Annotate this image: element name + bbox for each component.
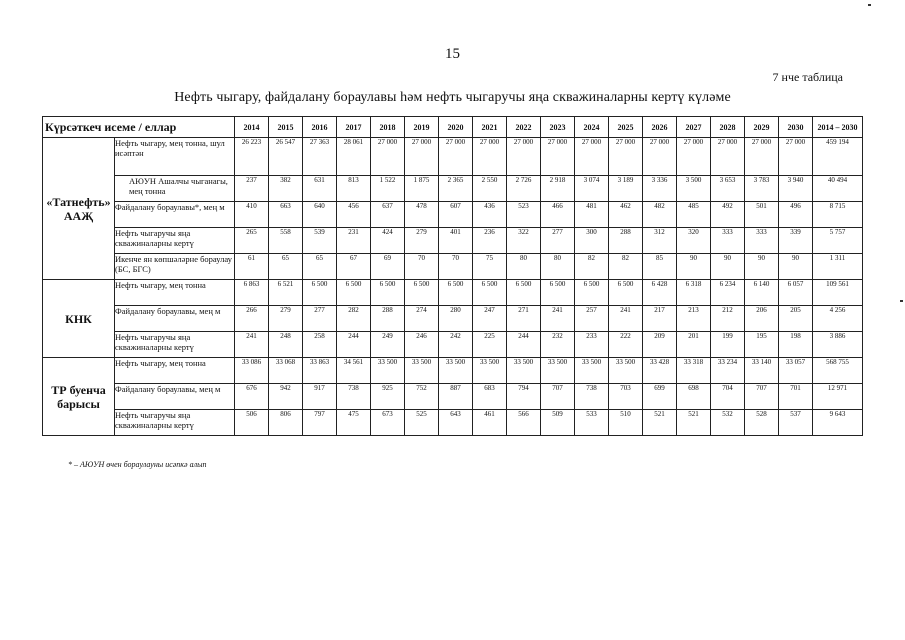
value-cell: 27 000 [473,138,507,176]
value-cell: 6 500 [609,280,643,306]
value-cell: 631 [303,176,337,202]
value-cell: 33 500 [405,358,439,384]
edge-mark [868,4,871,6]
value-cell: 925 [371,384,405,410]
value-cell: 320 [677,228,711,254]
value-cell: 6 500 [507,280,541,306]
value-cell: 236 [473,228,507,254]
value-cell: 82 [575,254,609,280]
value-cell: 27 000 [711,138,745,176]
value-cell: 683 [473,384,507,410]
value-cell: 225 [473,332,507,358]
value-cell: 69 [371,254,405,280]
group-name: КНК [43,280,115,358]
table-row [43,202,863,228]
year-header: 2021 [473,117,507,138]
header-row [43,117,863,138]
indicator-label: Нефть чыгаручы яңа скважиналарны кертү [115,228,235,254]
value-cell: 246 [405,332,439,358]
value-cell: 274 [405,306,439,332]
year-header: 2024 [575,117,609,138]
value-cell: 288 [609,228,643,254]
value-cell: 462 [609,202,643,228]
year-header: 2019 [405,117,439,138]
total-cell: 1 311 [813,254,863,280]
indicator-label: Файдалану бораулавы*, мең м [115,202,235,228]
table-row [43,254,863,280]
value-cell: 28 061 [337,138,371,176]
total-cell: 459 194 [813,138,863,176]
year-header: 2028 [711,117,745,138]
value-cell: 333 [711,228,745,254]
value-cell: 6 318 [677,280,711,306]
value-cell: 663 [269,202,303,228]
value-cell: 232 [541,332,575,358]
value-cell: 6 500 [439,280,473,306]
value-cell: 2 550 [473,176,507,202]
value-cell: 339 [779,228,813,254]
value-cell: 738 [575,384,609,410]
value-cell: 70 [439,254,473,280]
value-cell: 506 [235,410,269,436]
value-cell: 222 [609,332,643,358]
value-cell: 82 [609,254,643,280]
value-cell: 707 [541,384,575,410]
value-cell: 456 [337,202,371,228]
value-cell: 209 [643,332,677,358]
value-cell: 241 [235,332,269,358]
value-cell: 3 500 [677,176,711,202]
value-cell: 942 [269,384,303,410]
total-header: 2014 – 2030 [813,117,863,138]
value-cell: 539 [303,228,337,254]
value-cell: 33 140 [745,358,779,384]
value-cell: 6 521 [269,280,303,306]
value-cell: 1 522 [371,176,405,202]
value-cell: 532 [711,410,745,436]
value-cell: 6 500 [371,280,405,306]
production-table [42,116,863,436]
value-cell: 27 000 [371,138,405,176]
value-cell: 461 [473,410,507,436]
value-cell: 33 057 [779,358,813,384]
value-cell: 85 [643,254,677,280]
value-cell: 33 318 [677,358,711,384]
value-cell: 90 [745,254,779,280]
value-cell: 887 [439,384,473,410]
value-cell: 241 [541,306,575,332]
value-cell: 27 000 [507,138,541,176]
total-cell: 40 494 [813,176,863,202]
table-row [43,228,863,254]
value-cell: 34 561 [337,358,371,384]
value-cell: 67 [337,254,371,280]
value-cell: 248 [269,332,303,358]
value-cell: 3 189 [609,176,643,202]
value-cell: 492 [711,202,745,228]
value-cell: 806 [269,410,303,436]
total-cell: 12 971 [813,384,863,410]
value-cell: 205 [779,306,813,332]
year-header: 2016 [303,117,337,138]
year-header: 2029 [745,117,779,138]
value-cell: 528 [745,410,779,436]
value-cell: 33 086 [235,358,269,384]
value-cell: 279 [269,306,303,332]
value-cell: 917 [303,384,337,410]
value-cell: 217 [643,306,677,332]
year-header: 2014 [235,117,269,138]
value-cell: 27 000 [541,138,575,176]
value-cell: 33 234 [711,358,745,384]
indicator-label: Нефть чыгаручы яңа скважиналарны кертү [115,332,235,358]
value-cell: 501 [745,202,779,228]
value-cell: 698 [677,384,711,410]
value-cell: 401 [439,228,473,254]
value-cell: 280 [439,306,473,332]
value-cell: 277 [303,306,337,332]
value-cell: 6 863 [235,280,269,306]
value-cell: 510 [609,410,643,436]
footnote: * – АЮУН өчен бораулауны исәпкә алып [68,460,207,469]
value-cell: 233 [575,332,609,358]
value-cell: 2 726 [507,176,541,202]
value-cell: 485 [677,202,711,228]
table-row [43,410,863,436]
year-header: 2023 [541,117,575,138]
value-cell: 244 [337,332,371,358]
indicator-label: Нефть чыгару, мең тонна [115,280,235,306]
value-cell: 2 365 [439,176,473,202]
value-cell: 704 [711,384,745,410]
value-cell: 673 [371,410,405,436]
table-row [43,176,863,202]
value-cell: 6 500 [337,280,371,306]
value-cell: 521 [677,410,711,436]
value-cell: 26 547 [269,138,303,176]
indicator-label: Нефть чыгару, мең тонна [115,358,235,384]
value-cell: 813 [337,176,371,202]
indicator-label: Нефть чыгаручы яңа скважиналарны кертү [115,410,235,436]
value-cell: 27 363 [303,138,337,176]
value-cell: 33 068 [269,358,303,384]
indicator-label: АЮУН Ашалчы чыганагы, мең тонна [115,176,235,202]
year-header: 2022 [507,117,541,138]
value-cell: 481 [575,202,609,228]
value-cell: 6 500 [473,280,507,306]
value-cell: 797 [303,410,337,436]
value-cell: 424 [371,228,405,254]
value-cell: 195 [745,332,779,358]
value-cell: 65 [303,254,337,280]
page-number: 15 [445,46,460,62]
value-cell: 640 [303,202,337,228]
value-cell: 244 [507,332,541,358]
table-row [43,358,863,384]
value-cell: 249 [371,332,405,358]
value-cell: 482 [643,202,677,228]
value-cell: 33 428 [643,358,677,384]
year-header: 2020 [439,117,473,138]
value-cell: 201 [677,332,711,358]
value-cell: 241 [609,306,643,332]
value-cell: 247 [473,306,507,332]
value-cell: 6 140 [745,280,779,306]
table-body [43,138,863,436]
value-cell: 6 500 [405,280,439,306]
table-number: 7 нче таблица [772,70,843,84]
table-row [43,332,863,358]
total-cell: 5 757 [813,228,863,254]
value-cell: 33 500 [473,358,507,384]
value-cell: 312 [643,228,677,254]
year-header: 2017 [337,117,371,138]
value-cell: 6 500 [575,280,609,306]
value-cell: 794 [507,384,541,410]
value-cell: 566 [507,410,541,436]
total-cell: 568 755 [813,358,863,384]
value-cell: 26 223 [235,138,269,176]
year-header: 2018 [371,117,405,138]
value-cell: 258 [303,332,337,358]
total-cell: 4 256 [813,306,863,332]
indicator-label: Нефть чыгару, мең тонна, шул исәптән [115,138,235,176]
value-cell: 478 [405,202,439,228]
value-cell: 282 [337,306,371,332]
value-cell: 198 [779,332,813,358]
value-cell: 322 [507,228,541,254]
value-cell: 27 000 [643,138,677,176]
value-cell: 27 000 [745,138,779,176]
value-cell: 6 500 [541,280,575,306]
total-cell: 9 643 [813,410,863,436]
year-header: 2015 [269,117,303,138]
value-cell: 27 000 [609,138,643,176]
table-row [43,384,863,410]
value-cell: 738 [337,384,371,410]
value-cell: 257 [575,306,609,332]
value-cell: 752 [405,384,439,410]
value-cell: 333 [745,228,779,254]
year-header: 2026 [643,117,677,138]
value-cell: 242 [439,332,473,358]
group-name: «Татнефть» ААҖ [43,138,115,280]
value-cell: 6 428 [643,280,677,306]
value-cell: 80 [541,254,575,280]
table-row [43,280,863,306]
value-cell: 61 [235,254,269,280]
value-cell: 537 [779,410,813,436]
value-cell: 33 500 [507,358,541,384]
table-row [43,306,863,332]
value-cell: 80 [507,254,541,280]
value-cell: 300 [575,228,609,254]
value-cell: 271 [507,306,541,332]
value-cell: 509 [541,410,575,436]
value-cell: 637 [371,202,405,228]
value-cell: 277 [541,228,575,254]
edge-mark [900,300,903,302]
value-cell: 206 [745,306,779,332]
value-cell: 33 500 [439,358,473,384]
value-cell: 533 [575,410,609,436]
value-cell: 3 074 [575,176,609,202]
value-cell: 382 [269,176,303,202]
value-cell: 33 500 [541,358,575,384]
value-cell: 410 [235,202,269,228]
year-header: 2030 [779,117,813,138]
value-cell: 75 [473,254,507,280]
value-cell: 6 500 [303,280,337,306]
value-cell: 496 [779,202,813,228]
value-cell: 27 000 [677,138,711,176]
value-cell: 2 918 [541,176,575,202]
value-cell: 90 [677,254,711,280]
value-cell: 466 [541,202,575,228]
year-header: 2027 [677,117,711,138]
value-cell: 288 [371,306,405,332]
value-cell: 436 [473,202,507,228]
value-cell: 199 [711,332,745,358]
indicator-label: Файдалану бораулавы, мең м [115,384,235,410]
value-cell: 90 [711,254,745,280]
indicator-label: Икенче ян көпшәләрне бораулау (БС, БГС) [115,254,235,280]
value-cell: 279 [405,228,439,254]
value-cell: 265 [235,228,269,254]
value-cell: 27 000 [575,138,609,176]
value-cell: 213 [677,306,711,332]
total-cell: 3 886 [813,332,863,358]
indicator-header: Күрсәткеч исеме / еллар [43,117,235,138]
value-cell: 3 783 [745,176,779,202]
value-cell: 65 [269,254,303,280]
total-cell: 109 561 [813,280,863,306]
value-cell: 237 [235,176,269,202]
value-cell: 266 [235,306,269,332]
group-name: ТР буенча барысы [43,358,115,436]
value-cell: 3 940 [779,176,813,202]
value-cell: 701 [779,384,813,410]
value-cell: 27 000 [779,138,813,176]
value-cell: 607 [439,202,473,228]
indicator-label: Файдалану бораулавы, мең м [115,306,235,332]
value-cell: 33 500 [575,358,609,384]
value-cell: 703 [609,384,643,410]
year-header: 2025 [609,117,643,138]
value-cell: 475 [337,410,371,436]
value-cell: 6 057 [779,280,813,306]
value-cell: 643 [439,410,473,436]
value-cell: 27 000 [405,138,439,176]
value-cell: 3 653 [711,176,745,202]
table-title: Нефть чыгару, файдалану бораулавы һәм нефть чыгаручы яңа скважиналарны кертү күләме [174,90,731,105]
value-cell: 707 [745,384,779,410]
table-row [43,138,863,176]
value-cell: 27 000 [439,138,473,176]
value-cell: 33 500 [609,358,643,384]
value-cell: 33 863 [303,358,337,384]
value-cell: 676 [235,384,269,410]
value-cell: 90 [779,254,813,280]
value-cell: 6 234 [711,280,745,306]
value-cell: 525 [405,410,439,436]
value-cell: 231 [337,228,371,254]
value-cell: 33 500 [371,358,405,384]
value-cell: 212 [711,306,745,332]
value-cell: 3 336 [643,176,677,202]
value-cell: 1 875 [405,176,439,202]
value-cell: 558 [269,228,303,254]
value-cell: 523 [507,202,541,228]
value-cell: 70 [405,254,439,280]
total-cell: 8 715 [813,202,863,228]
value-cell: 521 [643,410,677,436]
value-cell: 699 [643,384,677,410]
